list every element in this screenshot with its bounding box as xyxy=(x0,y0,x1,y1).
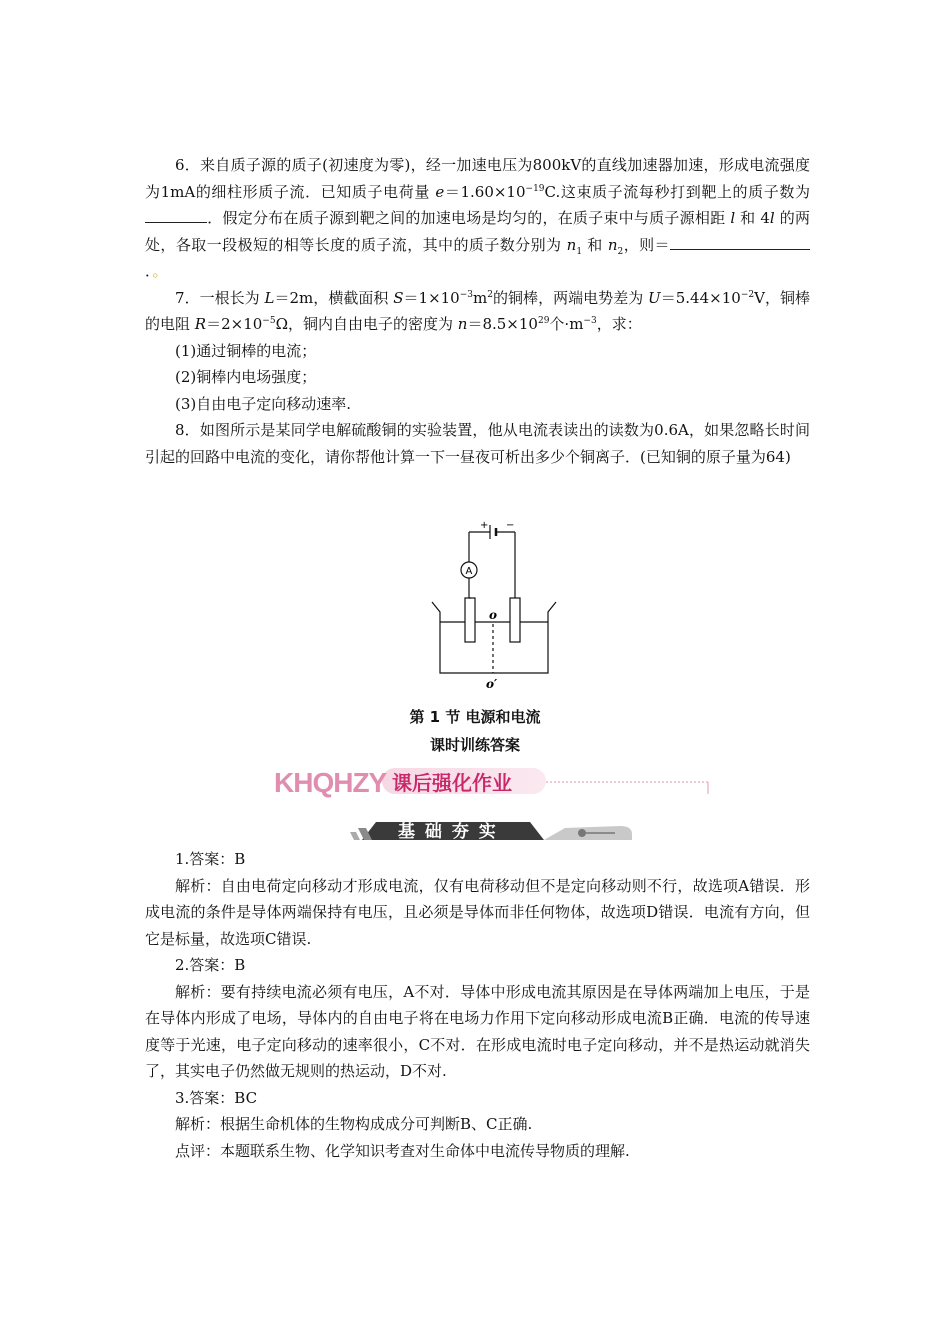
q7-L: L xyxy=(264,288,275,307)
section-subtitle: 课时训练答案 xyxy=(429,736,520,754)
q7-text-8: ＝2×10 xyxy=(206,315,263,333)
q6-text-9: ． xyxy=(145,262,153,280)
q6-l1: l xyxy=(730,209,736,227)
q6-n1-sub: 1 xyxy=(576,246,583,257)
q7-item-1: (1)通过铜棒的电流； xyxy=(175,341,317,360)
q7-text-7: V，铜棒的电阻 xyxy=(145,288,810,333)
analysis-1: 解析：自由电荷定向移动才形成电流，仅有电荷移动但不是定向移动则不行，故选项A错误．形成电流的条件是导体两端保持有电压，且必须是导体而非任何物体，故选项D错误．电流有方向，但它是标量，故选项C错误. xyxy=(145,876,810,948)
q7-m-exp: 2 xyxy=(487,289,493,300)
q6-text-5: 和 4 xyxy=(735,209,770,227)
homework-banner xyxy=(270,764,720,800)
q6-l2: l xyxy=(769,209,775,227)
ammeter-label: A xyxy=(465,566,473,577)
q6-text-7: 和 xyxy=(582,235,608,254)
banner2-chevron-2 xyxy=(350,832,360,840)
q7-S: S xyxy=(393,288,404,307)
q7-item-2: (2)铜棒内电场强度； xyxy=(175,368,317,386)
banner2-dot xyxy=(578,829,586,837)
q6-text-2: ＝1.60×10 xyxy=(444,182,526,201)
q7-u-exp: −2 xyxy=(740,289,755,300)
q6-n2: n xyxy=(607,235,618,254)
q7-text-4: m xyxy=(473,288,488,307)
q7-text-6: ＝5.44×10 xyxy=(660,288,741,307)
question-6 xyxy=(145,152,810,285)
comment-3: 点评：本题联系生物、化学知识考查对生命体中电流传导物质的理解. xyxy=(175,1141,630,1160)
q7-text-10: ＝8.5×10 xyxy=(467,315,538,333)
q7-text-1: 7．一根长为 xyxy=(175,288,265,307)
answer-1: 1.答案：B xyxy=(175,850,246,868)
q7-n: n xyxy=(457,315,468,333)
question-block xyxy=(145,152,810,470)
analysis-2: 解析：要有持续电流必须有电压，A不对．导体中形成电流其原因是在导体两端加上电压，于是在导体内形成了电场，导体内的自由电子将在电场力作用下定向移动形成电流B正确．电流的传导速度等于光速，电子定向移动的速率很小，C不对．在形成电流时电子定向移动，并不是热运动就消失了，其实电子仍然做无规则的热运动，D不对. xyxy=(145,982,810,1080)
electrolysis-diagram xyxy=(420,518,570,690)
q6-mark: 。 xyxy=(152,262,168,280)
q6-text-3: C.这束质子流每秒打到靶上的质子数为 xyxy=(544,182,811,201)
right-electrode xyxy=(510,598,520,642)
q6-e-exp: −19 xyxy=(525,183,545,194)
q7-R: R xyxy=(194,315,207,333)
section-title: 第 1 节 电源和电流 xyxy=(409,708,541,726)
q6-blank-2[interactable] xyxy=(670,233,810,250)
q6-n1: n xyxy=(566,235,577,254)
q6-e-var: e xyxy=(435,182,445,201)
analysis-3: 解析：根据生命机体的生物构成成分可判断B、C正确. xyxy=(175,1115,533,1133)
q7-m3-exp: −3 xyxy=(583,316,597,326)
answers-block xyxy=(145,846,810,1164)
negative-label: − xyxy=(506,520,515,531)
q7-text-11: 个·m xyxy=(549,315,584,333)
q6-n2-sub: 2 xyxy=(617,246,624,257)
q7-U: U xyxy=(648,288,661,307)
q6-text-4: ．假定分布在质子源到靶之间的加速电场是均匀的，在质子束中与质子源相距 xyxy=(207,209,731,227)
q7-s-exp: −3 xyxy=(459,289,474,300)
q7-text-12: ，求： xyxy=(596,315,642,333)
foundation-banner xyxy=(350,812,640,848)
positive-label: + xyxy=(480,520,489,531)
answer-2: 2.答案：B xyxy=(175,956,246,974)
q7-text-3: ＝1×10 xyxy=(403,288,460,307)
point-o: o xyxy=(489,608,498,622)
q6-text-1: 6．来自质子源的质子(初速度为零)，经一加速电压为800kV的直线加速器加速，形成电流强度为1mA的细柱形质子流．已知质子电荷量 xyxy=(145,156,810,201)
question-8: 8．如图所示是某同学电解硫酸铜的实验装置，他从电流表读出的读数为0.6A，如果忽略长时间引起的回路中电流的变化，请你帮他计算一下一昼夜可析出多少个铜离子．(已知铜的原子量为64) xyxy=(145,421,810,466)
q6-text-6: 的两处，各取一段极短的相等长度的质子流，其中的质子数分别为 xyxy=(145,209,810,254)
banner2-label: 基 础 夯 实 xyxy=(398,822,498,842)
q7-n-exp: 29 xyxy=(537,316,550,326)
q6-blank-1[interactable] xyxy=(145,206,207,223)
q7-r-exp: −5 xyxy=(262,316,276,326)
q7-text-9: Ω，铜内自由电子的密度为 xyxy=(275,315,458,333)
q6-text-8: ，则＝ xyxy=(623,235,670,254)
banner-latin: KHQHZY xyxy=(274,767,387,798)
answer-3: 3.答案：BC xyxy=(175,1088,258,1107)
left-electrode xyxy=(465,598,475,642)
q7-text-2: ＝2m，横截面积 xyxy=(274,288,394,307)
q7-item-3: (3)自由电子定向移动速率. xyxy=(175,394,352,413)
point-o-prime: o′ xyxy=(486,677,498,690)
q7-text-5: 的铜棒，两端电势差为 xyxy=(492,288,649,307)
banner-label: 课后强化作业 xyxy=(392,771,512,795)
question-7 xyxy=(145,285,810,338)
